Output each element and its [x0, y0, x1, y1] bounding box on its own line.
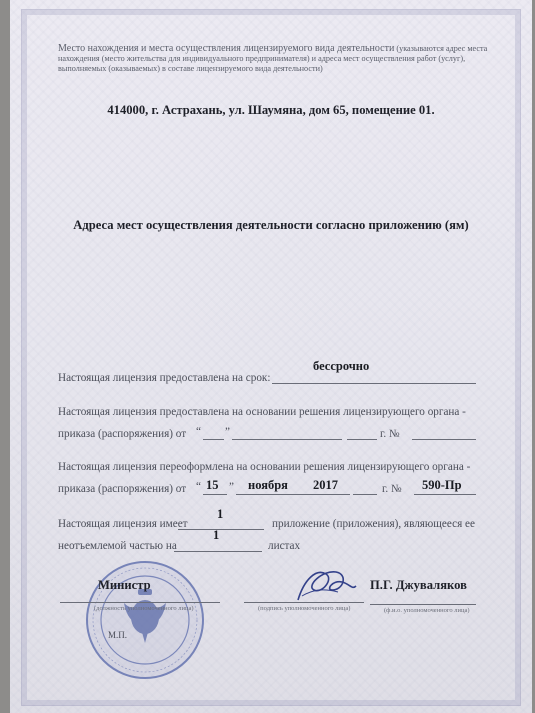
term-label: Настоящая лицензия предоставлена на срок: [58, 372, 271, 384]
basis-quote-open: “ [196, 426, 201, 438]
address-text: 414000, г. Астрахань, ул. Шаумяна, дом 65, помещение 01. [107, 103, 435, 117]
reissue-day-line [203, 494, 227, 495]
basis-number-line [412, 439, 476, 440]
reissue-year-suffix: г. № [382, 483, 402, 495]
reissue-quote-open: “ [196, 481, 201, 493]
official-seal-icon [80, 555, 210, 685]
appendix-count: 1 [217, 507, 224, 521]
places-text: Адреса мест осуществления деятельности согласно приложению (ям) [73, 218, 469, 232]
reissue-month: ноября [248, 478, 288, 492]
basis-month-line [232, 439, 342, 440]
appendix-count-line [178, 529, 264, 530]
place-caption [58, 44, 490, 74]
appendix-text: приложение (приложения), являющееся ее [272, 518, 475, 530]
reissue-number: 590-Пр [422, 478, 462, 492]
basis-quote-close: ” [225, 426, 230, 438]
basis-year-suffix: г. № [380, 428, 400, 440]
basis-year-line [347, 439, 377, 440]
reissue-line1: Настоящая лицензия переоформлена на основании решения лицензирующего органа - [58, 461, 471, 473]
basis-order-label: приказа (распоряжения) от [58, 428, 187, 440]
sign-caption: (подпись уполномоченного лица) [258, 605, 351, 612]
basis-day-line [203, 439, 224, 440]
position-line [60, 602, 220, 603]
reissue-quote-close: ” [229, 481, 234, 493]
mp-label: М.П. [108, 630, 128, 640]
reissue-year-line [353, 494, 377, 495]
place-caption-main: Место нахождения и места осуществления лицензируемого вида деятельности [58, 43, 395, 54]
reissue-month-line [236, 494, 350, 495]
appendix-pages-unit: листах [268, 540, 301, 552]
appendix-label: Настоящая лицензия имеет [58, 518, 188, 530]
reissue-number-line [414, 494, 476, 495]
license-sheet [10, 0, 532, 713]
reissue-order-label: приказа (распоряжения) от [58, 483, 187, 495]
name-line [370, 604, 476, 605]
sign-line [244, 602, 364, 603]
position-caption: (должность уполномоченного лица) [94, 605, 194, 612]
basis-line1: Настоящая лицензия предоставлена на основании решения лицензирующего органа - [58, 406, 466, 418]
appendix-pages-label: неотъемлемой частью на [58, 540, 177, 552]
name-caption: (ф.и.о. уполномоченного лица) [384, 607, 470, 614]
place-caption-note: (указываются адрес места нахождения (место жительства для индивидуального предпринимателя) и адреса мест осуществления работ (услуг), выполняемых (оказываемых) в составе лицензируемого вида деятельности) [58, 44, 488, 73]
signer-position: Министр [98, 578, 151, 592]
term-value: бессрочно [313, 359, 370, 373]
term-line [272, 383, 476, 384]
reissue-year: 2017 [313, 478, 338, 492]
appendix-pages-line [174, 551, 262, 552]
appendix-pages: 1 [213, 528, 220, 542]
reissue-day: 15 [206, 478, 219, 492]
signer-name: П.Г. Джуваляков [370, 578, 467, 592]
